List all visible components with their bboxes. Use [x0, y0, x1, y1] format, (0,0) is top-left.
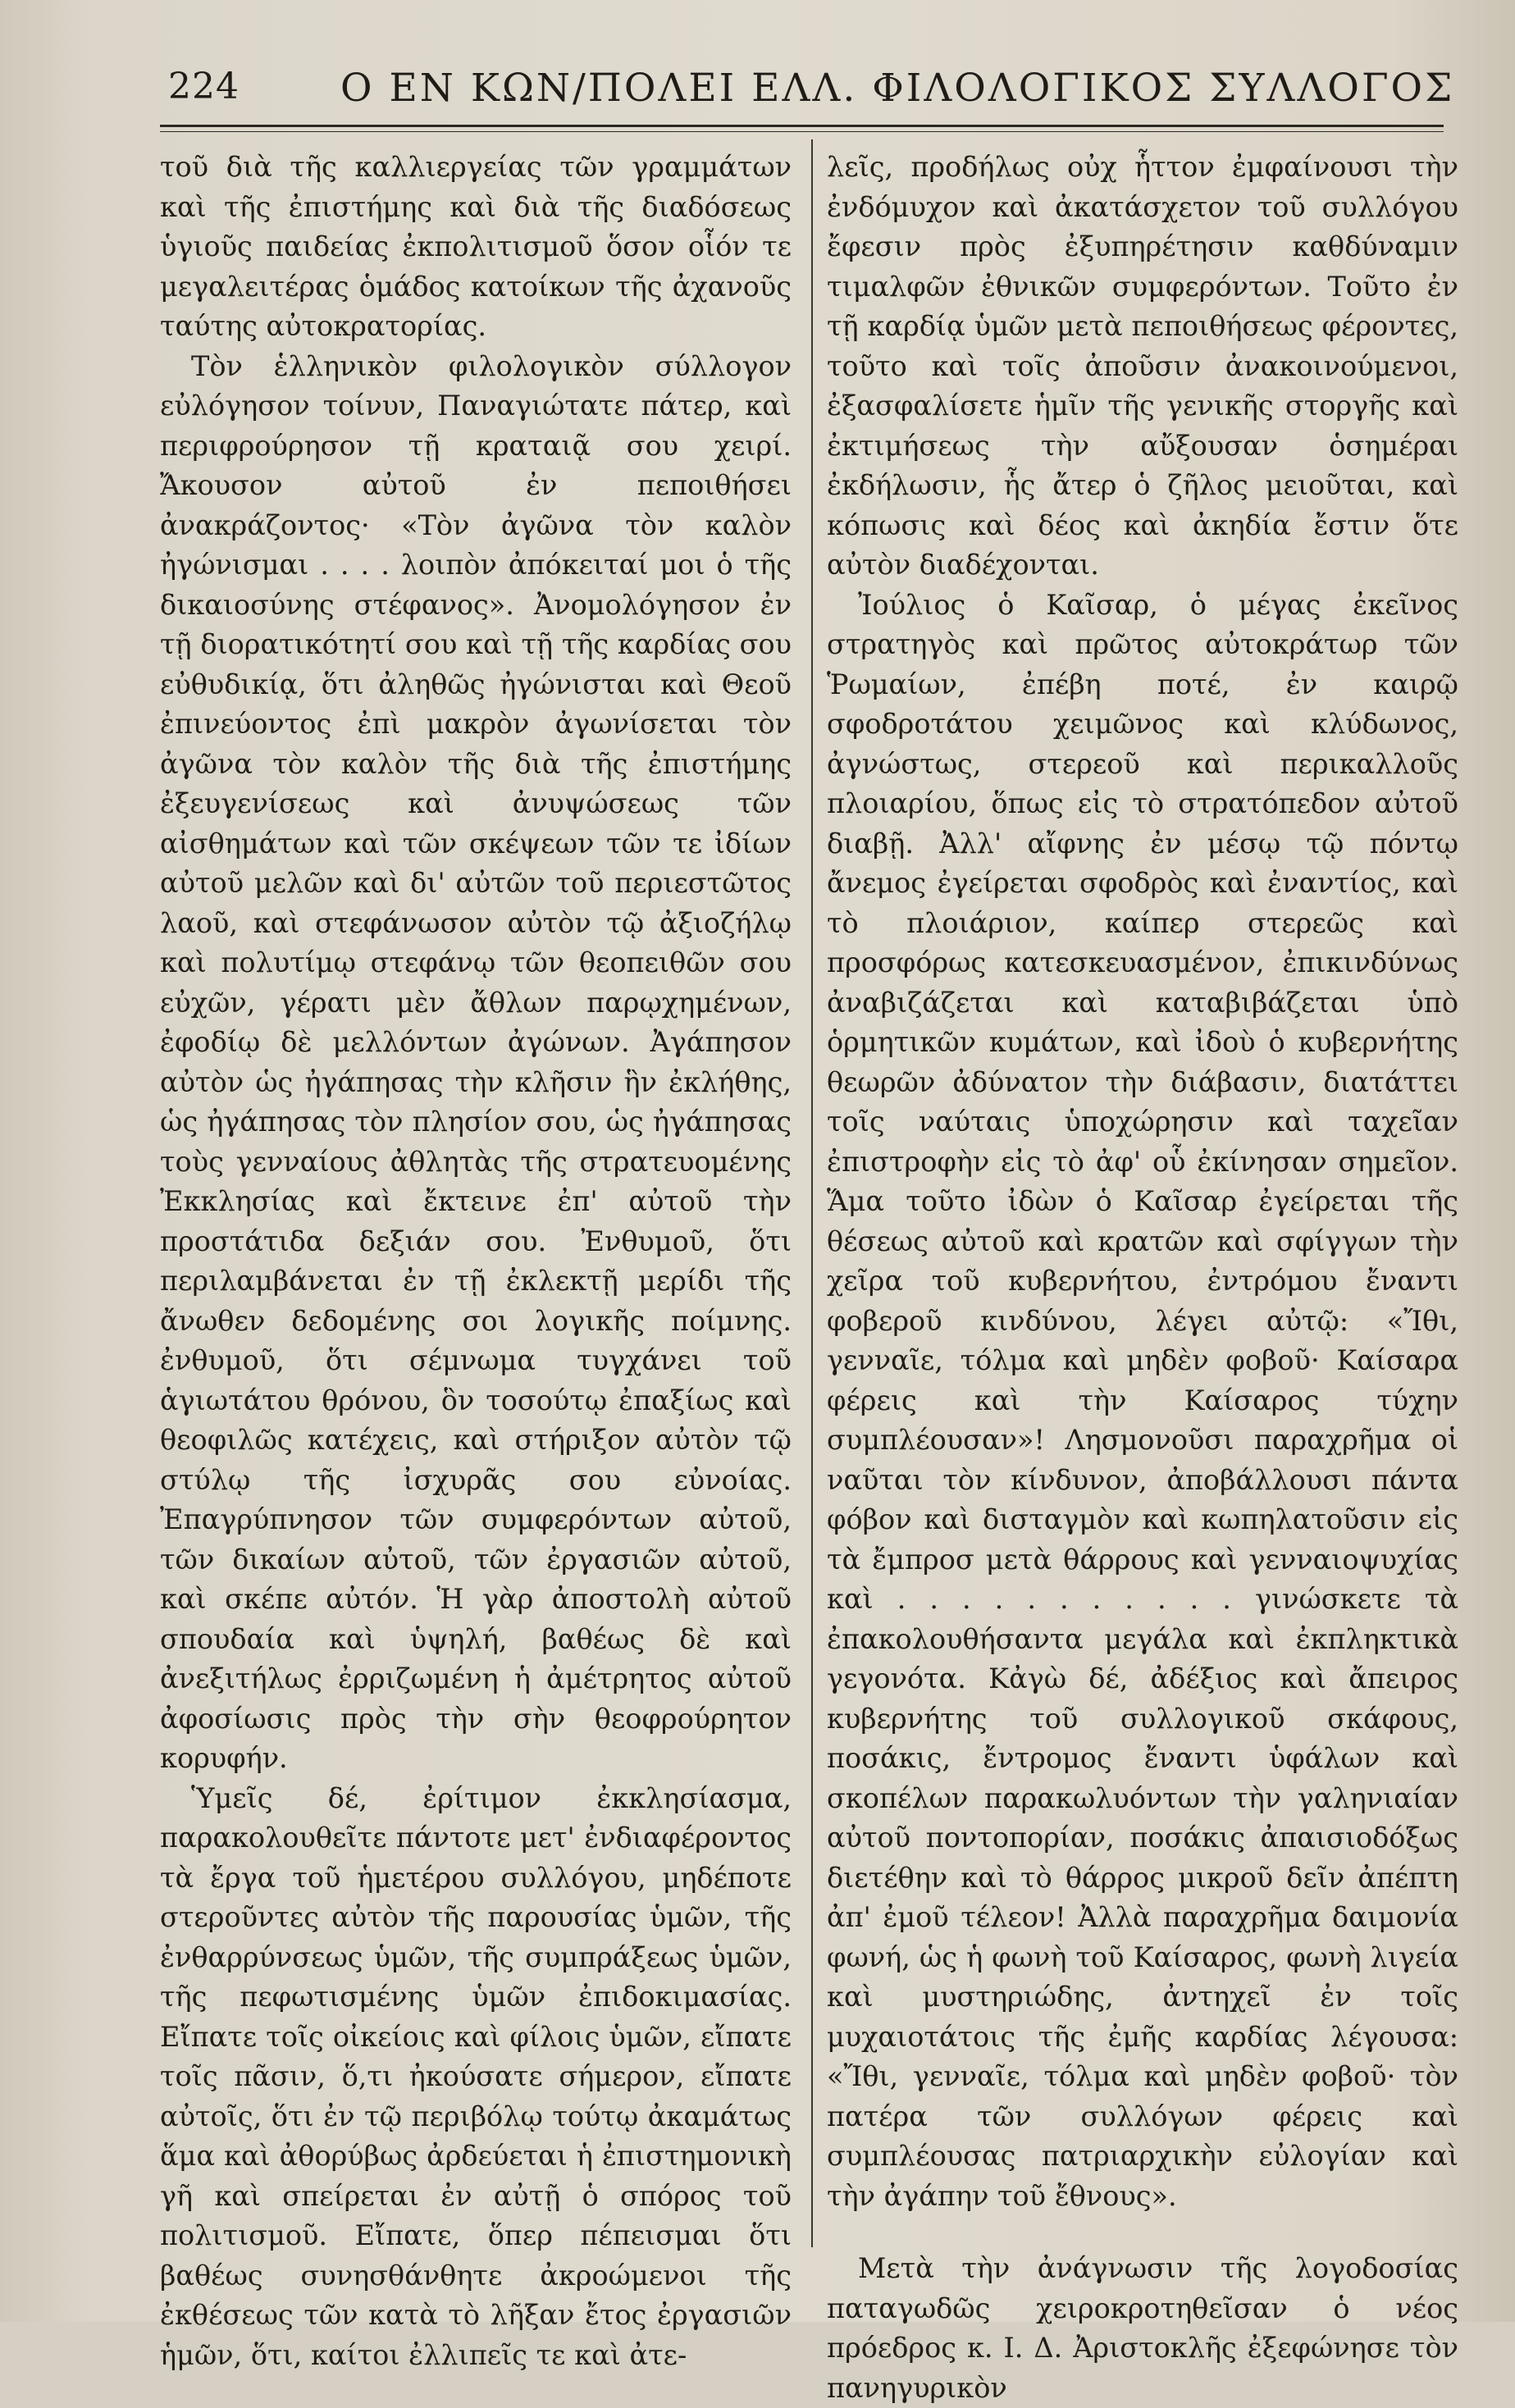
- left-column: [160, 148, 792, 2375]
- right-column: [827, 148, 1458, 2408]
- paragraph: Μετὰ τὴν ἀνάγνωσιν τῆς λογοδοσίας παταγωδῶς χειροκροτηθεῖσαν ὁ νέος πρόεδρος κ. Ι. Δ. Ἀριστοκλῆς ἐξεφώνησε τὸν πανηγυρικὸν: [827, 2252, 1458, 2404]
- paragraph: τοῦ διὰ τῆς καλλιεργείας τῶν γραμμάτων καὶ τῆς ἐπιστήμης καὶ διὰ τῆς διαδόσεως ὑγιοῦς παιδείας ἐκπολιτισμοῦ ὅσον οἷόν τε μεγαλειτέρας ὁμάδος κατοίκων τῆς ἀχανοῦς ταύτης αὐτοκρατορίας.: [160, 151, 792, 342]
- page-number: 224: [168, 66, 240, 107]
- running-title: Ο ΕΝ ΚΩΝ/ΠΟΛΕΙ ΕΛΛ. ΦΙΛΟΛΟΓΙΚΟΣ ΣΥΛΛΟΓΟΣ: [340, 66, 1455, 111]
- running-head: [160, 59, 1455, 116]
- paragraph: λεῖς, προδήλως οὐχ ἧττον ἐμφαίνουσι τὴν ἐνδόμυχον καὶ ἀκατάσχετον τοῦ συλλόγου ἔφεσιν πρὸς ἐξυπηρέτησιν καθδύναμιν τιμαλφῶν ἐθνικῶν συμφερόντων. Τοῦτο ἐν τῇ καρδίᾳ ὑμῶν μετὰ πεποιθήσεως φέροντες, τοῦτο καὶ τοῖς ἀποῦσιν ἀνακοινούμενοι, ἐξασφαλίσετε ἡμῖν τῆς γενικῆς στοργῆς καὶ ἐκτιμήσεως τὴν αὔξουσαν ὁσημέραι ἐκδήλωσιν, ἧς ἄτερ ὁ ζῆλος μειοῦται, καὶ κόπωσις καὶ δέος καὶ ἀκηδία ἔστιν ὅτε αὐτὸν διαδέχονται.: [827, 151, 1458, 581]
- paragraph: Ἰούλιος ὁ Καῖσαρ, ὁ μέγας ἐκεῖνος στρατηγὸς καὶ πρῶτος αὐτοκράτωρ τῶν Ῥωμαίων, ἐπέβη ποτέ, ἐν καιρῷ σφοδροτάτου χειμῶνος καὶ κλύδωνος, ἀγνώστως, στερεοῦ καὶ περικαλλοῦς πλοιαρίου, ὅπως εἰς τὸ στρατόπεδον αὐτοῦ διαβῇ. Ἀλλ' αἴφνης ἐν μέσῳ τῷ πόντῳ ἄνεμος ἐγείρεται σφοδρὸς καὶ ἐναντίος, καὶ τὸ πλοιάριον, καίπερ στερεῶς καὶ προσφόρως κατεσκευασμένον, ἐπικινδύνως ἀναβιζάζεται καὶ καταβιβάζεται ὑπὸ ὁρμητικῶν κυμάτων, καὶ ἰδοὺ ὁ κυβερνήτης θεωρῶν ἀδύνατον τὴν διάβασιν, διατάττει τοῖς ναύταις ὑποχώρησιν καὶ ταχεῖαν ἐπιστροφὴν εἰς τὸ ἀφ' οὗ ἐκίνησαν σημεῖον. Ἅμα τοῦτο ἰδὼν ὁ Καῖσαρ ἐγείρεται τῆς θέσεως αὐτοῦ καὶ κρατῶν καὶ σφίγγων τὴν χεῖρα τοῦ κυβερνήτου, ἐντρόμου ἔναντι φοβεροῦ κινδύνου, λέγει αὐτῷ: «Ἴθι, γενναῖε, τόλμα καὶ μηδὲν φοβοῦ· Καίσαρα φέρεις καὶ τὴν Καίσαρος τύχην συμπλέουσαν»! Λησμονοῦσι παραχρῆμα οἱ ναῦται τὸν κίνδυνον, ἀποβάλλουσι πάντα φόβον καὶ δισταγμὸν καὶ κωπηλατοῦσιν εἰς τὰ ἔμπροσ μετὰ θάρρους καὶ γενναιοψυχίας καὶ . . . . . . . . . . . γινώσκετε τὰ ἐπακολουθήσαντα μεγάλα καὶ ἐκπληκτικὰ γεγονότα. Κἀγὼ δέ, ἀδέξιος καὶ ἄπειρος κυβερνήτης τοῦ συλλογικοῦ σκάφους, ποσάκις, ἔντρομος ἔναντι ὑφάλων καὶ σκοπέλων παρακωλυόντων τὴν γαληνιαίαν αὐτοῦ ποντοπορίαν, ποσάκις ἀπαισιοδόξως διετέθην καὶ τὸ θάρρος μικροῦ δεῖν ἀπέπτη ἀπ' ἐμοῦ τέλεον! Ἀλλὰ παραχρῆμα δαιμονία φωνή, ὡς ἡ φωνὴ τοῦ Καίσαρος, φωνὴ λιγεία καὶ μυστηριώδης, ἀντηχεῖ ἐν τοῖς μυχαιοτάτοις τῆς ἐμῆς καρδίας λέγουσα: «Ἴθι, γενναῖε, τόλμα καὶ μηδὲν φοβοῦ· τὸν πατέρα τῶν συλλόγων φέρεις καὶ συμπλέουσας πατριαρχικὴν εὐλογίαν καὶ τὴν ἀγάπην τοῦ ἔθνους».: [827, 588, 1458, 2212]
- column-divider: [811, 139, 813, 2247]
- header-rule: [160, 125, 1444, 127]
- paragraph-gap: [827, 2216, 1458, 2249]
- header-rule-thin: [160, 131, 1444, 132]
- paragraph: Ὑμεῖς δέ, ἐρίτιμον ἐκκλησίασμα, παρακολουθεῖτε πάντοτε μετ' ἐνδιαφέροντος τὰ ἔργα τοῦ ἡμετέρου συλλόγου, μηδέποτε στεροῦντες αὐτὸν τῆς παρουσίας ὑμῶν, τῆς ἐνθαρρύνσεως ὑμῶν, τῆς συμπράξεως ὑμῶν, τῆς πεφωτισμένης ὑμῶν ἐπιδοκιμασίας. Εἴπατε τοῖς οἰκείοις καὶ φίλοις ὑμῶν, εἴπατε τοῖς πᾶσιν, ὅ,τι ἠκούσατε σήμερον, εἴπατε αὐτοῖς, ὅτι ἐν τῷ περιβόλῳ τούτῳ ἀκαμάτως ἅμα καὶ ἀθορύβως ἀρδεύεται ἡ ἐπιστημονικὴ γῆ καὶ σπείρεται ἐν αὐτῇ ὁ σπόρος τοῦ πολιτισμοῦ. Εἴπατε, ὅπερ πέπεισμαι ὅτι βαθέως συνησθάνθητε ἀκροώμενοι τῆς ἐκθέσεως τῶν κατὰ τὸ λῆξαν ἔτος ἐργασιῶν ἡμῶν, ὅτι, καίτοι ἐλλιπεῖς τε καὶ ἀτε-: [160, 1781, 792, 2371]
- paragraph: Τὸν ἑλληνικὸν φιλολογικὸν σύλλογον εὐλόγησον τοίνυν, Παναγιώτατε πάτερ, καὶ περιφρούρησον τῇ κραταιᾷ σου χειρί. Ἄκουσον αὐτοῦ ἐν πεποιθήσει ἀνακράζοντος· «Τὸν ἀγῶνα τὸν καλὸν ἠγώνισμαι . . . . λοιπὸν ἀπόκειταί μοι ὁ τῆς δικαιοσύνης στέφανος». Ἀνομολόγησον ἐν τῇ διορατικότητί σου καὶ τῇ τῆς καρδίας σου εὐθυδικίᾳ, ὅτι ἀληθῶς ἠγώνισται καὶ Θεοῦ ἐπινεύοντος ἐπὶ μακρὸν ἀγωνίσεται τὸν ἀγῶνα τὸν καλὸν τῆς διὰ τῆς ἐπιστήμης ἐξευγενίσεως καὶ ἀνυψώσεως τῶν αἰσθημάτων καὶ τῶν σκέψεων τῶν τε ἰδίων αὐτοῦ μελῶν καὶ δι' αὐτῶν τοῦ περιεστῶτος λαοῦ, καὶ στεφάνωσον αὐτὸν τῷ ἀξιοζήλῳ καὶ πολυτίμῳ στεφάνῳ τῶν θεοπειθῶν σου εὐχῶν, γέρατι μὲν ἄθλων παρῳχημένων, ἐφοδίῳ δὲ μελλόντων ἀγώνων. Ἀγάπησον αὐτὸν ὡς ἠγάπησας τὴν κλῆσιν ἣν ἐκλήθης, ὡς ἠγάπησας τὸν πλησίον σου, ὡς ἠγάπησας τοὺς γενναίους ἀθλητὰς τῆς στρατευομένης Ἐκκλησίας καὶ ἔκτεινε ἐπ' αὐτοῦ τὴν προστάτιδα δεξιάν σου. Ἐνθυμοῦ, ὅτι περιλαμβάνεται ἐν τῇ ἐκλεκτῇ μερίδι τῆς ἄνωθεν δεδομένης σοι λογικῆς ποίμνης. ἐνθυμοῦ, ὅτι σέμνωμα τυγχάνει τοῦ ἁγιωτάτου θρόνου, ὃν τοσούτῳ ἐπαξίως καὶ θεοφιλῶς κατέχεις, καὶ στήριξον αὐτὸν τῷ στύλῳ τῆς ἰσχυρᾶς σου εὐνοίας. Ἐπαγρύπνησον τῶν συμφερόντων αὐτοῦ, τῶν δικαίων αὐτοῦ, τῶν ἐργασιῶν αὐτοῦ, καὶ σκέπε αὐτόν. Ἡ γὰρ ἀποστολὴ αὐτοῦ σπουδαία καὶ ὑψηλή, βαθέως δὲ καὶ ἀνεξιτήλως ἐρριζωμένη ἡ ἀμέτρητος αὐτοῦ ἀφοσίωσις πρὸς τὴν σὴν θεοφρούρητον κορυφήν.: [160, 349, 792, 1774]
